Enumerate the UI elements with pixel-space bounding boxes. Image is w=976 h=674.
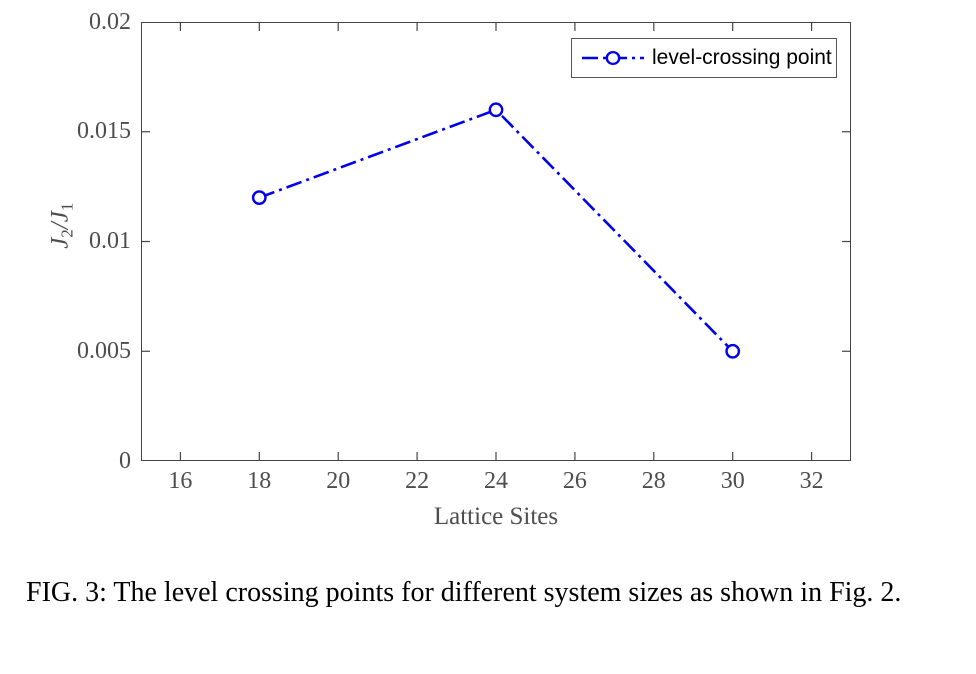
x-tick-label: 30	[720, 468, 745, 494]
y-tick-label: 0.005	[77, 338, 131, 364]
series-line	[259, 110, 732, 351]
y-axis-title-sub2: 2	[57, 229, 77, 238]
figure-caption: FIG. 3: The level crossing points for different system sizes as shown in Fig. 2.	[26, 577, 902, 608]
x-tick-label: 16	[168, 468, 193, 494]
y-axis-title-j2: J	[46, 237, 74, 249]
chart-legend[interactable]	[571, 38, 837, 78]
y-tick-marks	[141, 22, 851, 461]
x-tick-label: 28	[641, 468, 666, 494]
series-level-crossing-point	[253, 104, 739, 358]
x-axis-tick-labels	[141, 468, 851, 502]
y-axis-title-sub1: 1	[57, 202, 77, 212]
y-tick-label: 0.02	[89, 9, 131, 35]
data-point-marker	[727, 345, 739, 357]
y-tick-label: 0.01	[89, 228, 131, 254]
data-point-marker	[490, 104, 502, 116]
legend-label: level-crossing point	[652, 46, 832, 69]
x-tick-label: 18	[247, 468, 272, 494]
plot-canvas	[141, 22, 851, 461]
x-tick-label: 26	[562, 468, 587, 494]
x-tick-marks	[180, 22, 811, 461]
y-axis-title-slash-j: /J	[46, 211, 74, 230]
x-tick-label: 22	[405, 468, 430, 494]
x-axis-title: Lattice Sites	[433, 503, 559, 530]
data-point-marker	[253, 191, 265, 203]
y-tick-label: 0	[119, 448, 131, 474]
y-tick-label: 0.015	[77, 118, 131, 144]
y-axis-title	[46, 156, 77, 296]
x-tick-label: 24	[484, 468, 508, 494]
x-tick-label: 32	[799, 468, 824, 494]
x-tick-label: 20	[326, 468, 351, 494]
legend-line-sample	[580, 39, 646, 77]
